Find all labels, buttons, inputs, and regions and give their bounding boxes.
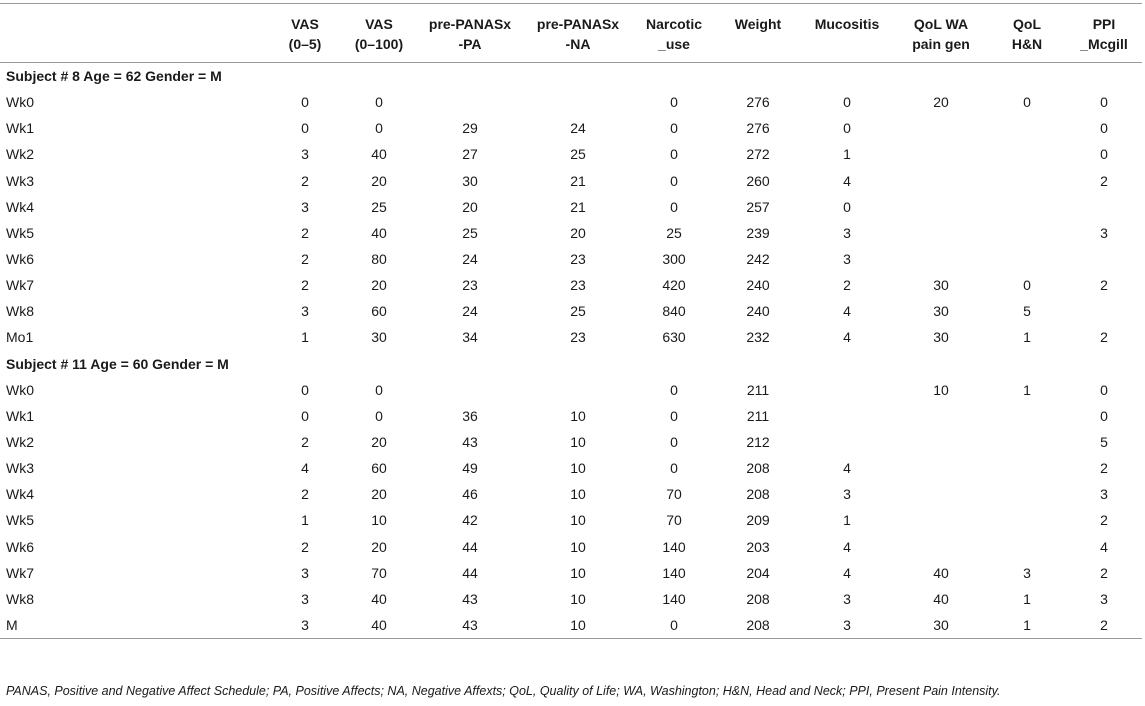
cell-ppi-mcgill: 0	[1100, 94, 1108, 111]
subject-group-header	[0, 351, 1142, 377]
cell-pre-panas-na: 23	[570, 277, 586, 294]
cell-ppi-mcgill: 3	[1100, 486, 1108, 503]
cell-narcotic-use: 0	[670, 172, 678, 189]
cell-qol-hn	[988, 246, 1066, 272]
cell-vas-0-5: 1	[301, 329, 309, 346]
cell-mucositis: 4	[843, 564, 851, 581]
cell-ppi-mcgill: 0	[1100, 407, 1108, 424]
column-header-row-label	[0, 4, 268, 63]
row-label-cell: Wk3	[6, 460, 34, 477]
cell-qol-hn	[988, 115, 1066, 141]
cell-ppi-mcgill: 2	[1100, 329, 1108, 346]
cell-pre-panas-pa: 46	[462, 486, 478, 503]
cell-pre-panas-na	[524, 377, 632, 403]
cell-mucositis: 0	[843, 120, 851, 137]
row-label-cell: Wk5	[6, 224, 34, 241]
cell-pre-panas-na: 10	[570, 538, 586, 555]
cell-pre-panas-pa: 43	[462, 590, 478, 607]
cell-qol-hn	[988, 481, 1066, 507]
cell-narcotic-use: 140	[662, 538, 686, 555]
cell-vas-0-5: 3	[301, 303, 309, 320]
cell-narcotic-use: 300	[662, 251, 686, 268]
cell-narcotic-use: 0	[632, 612, 716, 639]
column-header-line2: (0–5)	[288, 36, 322, 52]
cell-narcotic-use: 0	[670, 94, 678, 111]
cell-weight: 208	[746, 590, 770, 607]
cell-vas-0-5: 0	[301, 120, 309, 137]
cell-vas-0-100: 40	[371, 590, 387, 607]
table-row	[0, 168, 1142, 194]
cell-narcotic-use: 25	[666, 224, 682, 241]
cell-weight: 208	[746, 486, 770, 503]
cell-weight: 272	[746, 146, 770, 163]
cell-pre-panas-na: 10	[570, 407, 586, 424]
cell-vas-0-100: 20	[371, 172, 387, 189]
cell-vas-0-5: 2	[301, 251, 309, 268]
cell-pre-panas-pa: 36	[462, 407, 478, 424]
cell-vas-0-100: 40	[371, 224, 387, 241]
cell-vas-0-100: 20	[371, 538, 387, 555]
cell-weight: 208	[716, 612, 800, 639]
cell-vas-0-100: 20	[371, 434, 387, 451]
column-header-line2: pain gen	[912, 36, 970, 52]
cell-pre-panas-pa: 24	[462, 303, 478, 320]
cell-pre-panas-pa	[416, 89, 524, 115]
cell-qol-wa-pain-gen	[894, 403, 988, 429]
cell-pre-panas-na: 10	[570, 460, 586, 477]
cell-vas-0-100: 60	[371, 460, 387, 477]
cell-mucositis: 1	[843, 146, 851, 163]
table-row	[0, 586, 1142, 612]
column-header-narcotic-use	[632, 4, 716, 63]
cell-vas-0-5: 2	[301, 172, 309, 189]
cell-narcotic-use: 70	[666, 512, 682, 529]
column-header-qol-wa-pain-gen	[894, 4, 988, 63]
cell-pre-panas-na: 24	[570, 120, 586, 137]
cell-pre-panas-pa: 44	[462, 538, 478, 555]
table-row	[0, 534, 1142, 560]
cell-narcotic-use: 630	[662, 329, 686, 346]
row-label-cell: Wk2	[6, 434, 34, 451]
cell-weight: 239	[746, 224, 770, 241]
column-header-line1: Narcotic	[645, 16, 703, 32]
cell-vas-0-100: 60	[371, 303, 387, 320]
cell-pre-panas-pa: 49	[462, 460, 478, 477]
cell-pre-panas-pa: 43	[462, 434, 478, 451]
cell-pre-panas-na: 21	[570, 198, 586, 215]
column-header-line1: VAS	[291, 16, 319, 32]
cell-weight: 209	[746, 512, 770, 529]
cell-qol-wa-pain-gen: 30	[894, 612, 988, 639]
row-label-cell: Wk8	[6, 303, 34, 320]
cell-pre-panas-na: 10	[524, 612, 632, 639]
column-header-line1: VAS	[365, 16, 393, 32]
cell-qol-hn: 1	[1023, 381, 1031, 398]
table-row	[0, 246, 1142, 272]
row-label-cell: Wk1	[6, 120, 34, 137]
column-header-qol-hn	[988, 4, 1066, 63]
cell-weight: 212	[746, 434, 770, 451]
cell-vas-0-5: 3	[301, 590, 309, 607]
column-header-mucositis	[800, 4, 894, 63]
column-header-line1: QoL	[1013, 16, 1041, 32]
cell-qol-hn	[988, 429, 1066, 455]
cell-pre-panas-na: 23	[570, 329, 586, 346]
cell-weight: 211	[746, 381, 770, 398]
cell-ppi-mcgill: 2	[1100, 460, 1108, 477]
cell-mucositis: 4	[843, 329, 851, 346]
cell-narcotic-use: 0	[670, 407, 678, 424]
cell-ppi-mcgill: 3	[1100, 590, 1108, 607]
cell-qol-wa-pain-gen: 20	[933, 94, 949, 111]
table-row	[0, 324, 1142, 350]
table-row	[0, 141, 1142, 167]
cell-qol-hn	[988, 220, 1066, 246]
column-header-line1: pre-PANASx	[428, 16, 512, 32]
column-header-pre-panas-pa	[416, 4, 524, 63]
cell-vas-0-5: 2	[301, 434, 309, 451]
cell-weight: 276	[746, 94, 770, 111]
cell-narcotic-use: 0	[670, 198, 678, 215]
cell-narcotic-use: 0	[670, 146, 678, 163]
cell-pre-panas-na: 25	[570, 146, 586, 163]
column-header-line2: _Mcgill	[1080, 36, 1128, 52]
cell-weight: 276	[746, 120, 770, 137]
cell-qol-hn	[988, 534, 1066, 560]
cell-pre-panas-na: 20	[570, 224, 586, 241]
cell-pre-panas-pa: 34	[462, 329, 478, 346]
cell-qol-wa-pain-gen: 40	[933, 590, 949, 607]
cell-qol-wa-pain-gen: 30	[933, 303, 949, 320]
cell-vas-0-5: 2	[301, 224, 309, 241]
cell-pre-panas-na: 25	[570, 303, 586, 320]
cell-pre-panas-na: 10	[570, 486, 586, 503]
cell-ppi-mcgill: 2	[1100, 277, 1108, 294]
row-label-cell: M	[0, 612, 268, 639]
cell-weight: 240	[746, 277, 770, 294]
cell-pre-panas-na: 10	[570, 434, 586, 451]
cell-qol-wa-pain-gen	[894, 194, 988, 220]
row-label-cell: Wk5	[6, 512, 34, 529]
cell-ppi-mcgill	[1066, 246, 1142, 272]
cell-qol-hn	[988, 403, 1066, 429]
cell-qol-wa-pain-gen	[894, 220, 988, 246]
cell-mucositis: 1	[843, 512, 851, 529]
row-label-cell: Wk4	[6, 198, 34, 215]
subject-title: Subject # 8 Age = 62 Gender = M	[6, 68, 222, 85]
cell-weight: 242	[746, 251, 770, 268]
table-row	[0, 272, 1142, 298]
column-header-line2: -NA	[565, 36, 591, 52]
table-row	[0, 429, 1142, 455]
cell-qol-wa-pain-gen: 40	[933, 564, 949, 581]
cell-qol-wa-pain-gen: 30	[933, 277, 949, 294]
cell-vas-0-5: 4	[301, 460, 309, 477]
cell-vas-0-5: 3	[301, 564, 309, 581]
cell-pre-panas-na: 10	[570, 590, 586, 607]
cell-vas-0-100: 30	[371, 329, 387, 346]
cell-ppi-mcgill: 3	[1100, 224, 1108, 241]
row-label-cell: Wk7	[6, 564, 34, 581]
table-row	[0, 89, 1142, 115]
subject-group-header	[0, 63, 1142, 90]
cell-mucositis: 4	[843, 303, 851, 320]
cell-ppi-mcgill: 5	[1100, 434, 1108, 451]
cell-mucositis: 0	[843, 198, 851, 215]
cell-mucositis: 4	[843, 538, 851, 555]
cell-pre-panas-na: 21	[570, 172, 586, 189]
cell-ppi-mcgill: 0	[1100, 120, 1108, 137]
cell-pre-panas-pa: 43	[416, 612, 524, 639]
cell-ppi-mcgill	[1066, 194, 1142, 220]
cell-vas-0-5: 0	[301, 94, 309, 111]
cell-qol-hn	[988, 455, 1066, 481]
cell-ppi-mcgill: 2	[1100, 172, 1108, 189]
cell-weight: 203	[746, 538, 770, 555]
table-row	[0, 403, 1142, 429]
cell-ppi-mcgill: 2	[1100, 564, 1108, 581]
cell-vas-0-5: 3	[268, 612, 342, 639]
table-row	[0, 612, 1142, 639]
column-header-line1: Weight	[734, 16, 782, 32]
table-body	[0, 63, 1142, 639]
column-header-line1: Mucositis	[814, 16, 880, 32]
cell-qol-hn: 5	[1023, 303, 1031, 320]
cell-narcotic-use: 140	[662, 590, 686, 607]
column-header-line1: pre-PANASx	[536, 16, 620, 32]
cell-qol-wa-pain-gen	[894, 429, 988, 455]
table-row	[0, 560, 1142, 586]
cell-narcotic-use: 420	[662, 277, 686, 294]
table-row	[0, 455, 1142, 481]
cell-vas-0-100: 25	[371, 198, 387, 215]
cell-qol-wa-pain-gen	[894, 115, 988, 141]
data-table	[0, 3, 1142, 639]
cell-narcotic-use: 70	[666, 486, 682, 503]
table-row	[0, 377, 1142, 403]
cell-qol-hn	[988, 141, 1066, 167]
table-row	[0, 298, 1142, 324]
cell-qol-wa-pain-gen	[894, 455, 988, 481]
cell-narcotic-use: 0	[670, 460, 678, 477]
cell-qol-hn: 1	[1023, 590, 1031, 607]
row-label-cell: Wk6	[6, 251, 34, 268]
cell-qol-wa-pain-gen	[894, 141, 988, 167]
column-header-weight	[716, 4, 800, 63]
header-row	[0, 4, 1142, 63]
cell-weight: 240	[746, 303, 770, 320]
column-header-line2: H&N	[1011, 36, 1043, 52]
column-header-line2: _use	[658, 36, 690, 52]
cell-pre-panas-pa: 30	[462, 172, 478, 189]
column-header-pre-panas-na	[524, 4, 632, 63]
row-label-cell: Wk8	[6, 590, 34, 607]
column-header-vas-0-5	[268, 4, 342, 63]
table-row	[0, 507, 1142, 533]
cell-qol-wa-pain-gen	[894, 168, 988, 194]
cell-mucositis: 3	[800, 612, 894, 639]
cell-qol-hn: 1	[1023, 329, 1031, 346]
cell-vas-0-100: 0	[375, 94, 383, 111]
cell-vas-0-5: 2	[301, 277, 309, 294]
cell-qol-wa-pain-gen	[894, 534, 988, 560]
cell-narcotic-use: 840	[662, 303, 686, 320]
cell-pre-panas-pa: 42	[462, 512, 478, 529]
row-label-cell: Mo1	[6, 329, 34, 346]
cell-ppi-mcgill	[1066, 298, 1142, 324]
cell-mucositis: 2	[843, 277, 851, 294]
cell-mucositis	[800, 403, 894, 429]
cell-qol-hn: 1	[988, 612, 1066, 639]
cell-qol-hn: 0	[1023, 277, 1031, 294]
row-label-cell: Wk0	[6, 381, 34, 398]
cell-weight: 208	[746, 460, 770, 477]
column-header-line1: PPI	[1092, 16, 1116, 32]
cell-pre-panas-pa	[416, 377, 524, 403]
cell-ppi-mcgill: 0	[1100, 381, 1108, 398]
cell-weight: 257	[746, 198, 770, 215]
cell-vas-0-100: 0	[375, 120, 383, 137]
table-row	[0, 481, 1142, 507]
table-footnote: PANAS, Positive and Negative Affect Schedule; PA, Positive Affects; NA, Negative Affexts; QoL, Quality of Life; WA, Washington; H&N, Head and Neck; PPI, Present Pain Intensity.	[6, 684, 1001, 698]
cell-pre-panas-pa: 24	[462, 251, 478, 268]
cell-mucositis	[800, 377, 894, 403]
cell-ppi-mcgill: 4	[1100, 538, 1108, 555]
cell-qol-hn	[988, 194, 1066, 220]
cell-mucositis: 3	[843, 590, 851, 607]
cell-narcotic-use: 0	[670, 120, 678, 137]
cell-qol-wa-pain-gen	[894, 507, 988, 533]
cell-vas-0-100: 20	[371, 486, 387, 503]
cell-vas-0-100: 0	[375, 407, 383, 424]
cell-vas-0-100: 40	[342, 612, 416, 639]
cell-qol-wa-pain-gen: 30	[933, 329, 949, 346]
row-label-cell: Wk0	[6, 94, 34, 111]
cell-vas-0-5: 3	[301, 146, 309, 163]
row-label-cell: Wk6	[6, 538, 34, 555]
cell-pre-panas-pa: 20	[462, 198, 478, 215]
cell-vas-0-5: 3	[301, 198, 309, 215]
cell-narcotic-use: 0	[670, 434, 678, 451]
column-header-line2: -PA	[458, 36, 482, 52]
cell-pre-panas-pa: 23	[462, 277, 478, 294]
column-header-line2: (0–100)	[354, 36, 404, 52]
cell-mucositis	[800, 429, 894, 455]
cell-qol-hn: 0	[1023, 94, 1031, 111]
table-row	[0, 220, 1142, 246]
row-label-cell: Wk7	[6, 277, 34, 294]
cell-qol-wa-pain-gen	[894, 481, 988, 507]
cell-narcotic-use: 0	[670, 381, 678, 398]
cell-pre-panas-pa: 44	[462, 564, 478, 581]
row-label-cell: Wk4	[6, 486, 34, 503]
cell-pre-panas-na: 23	[570, 251, 586, 268]
table-row	[0, 194, 1142, 220]
cell-pre-panas-pa: 29	[462, 120, 478, 137]
table-row	[0, 115, 1142, 141]
row-label-cell: Wk3	[6, 172, 34, 189]
column-header-vas-0-100	[342, 4, 416, 63]
cell-vas-0-5: 2	[301, 538, 309, 555]
cell-mucositis: 3	[843, 251, 851, 268]
cell-weight: 204	[746, 564, 770, 581]
cell-pre-panas-na: 10	[570, 564, 586, 581]
row-label-cell: Wk1	[6, 407, 34, 424]
cell-qol-hn	[988, 168, 1066, 194]
subject-title: Subject # 11 Age = 60 Gender = M	[6, 355, 229, 372]
cell-vas-0-100: 0	[375, 381, 383, 398]
cell-narcotic-use: 140	[662, 564, 686, 581]
column-header-ppi-mcgill	[1066, 4, 1142, 63]
cell-mucositis: 4	[843, 172, 851, 189]
cell-mucositis: 4	[843, 460, 851, 477]
cell-vas-0-100: 10	[371, 512, 387, 529]
cell-qol-wa-pain-gen	[894, 246, 988, 272]
cell-vas-0-100: 80	[371, 251, 387, 268]
cell-vas-0-5: 2	[301, 486, 309, 503]
cell-vas-0-5: 0	[301, 381, 309, 398]
cell-weight: 260	[746, 172, 770, 189]
cell-vas-0-5: 0	[301, 407, 309, 424]
cell-weight: 211	[746, 407, 770, 424]
cell-vas-0-100: 40	[371, 146, 387, 163]
cell-pre-panas-na	[524, 89, 632, 115]
column-header-line1: QoL WA	[913, 16, 969, 32]
cell-qol-hn: 3	[1023, 564, 1031, 581]
cell-vas-0-100: 20	[371, 277, 387, 294]
row-label-cell: Wk2	[6, 146, 34, 163]
cell-pre-panas-pa: 27	[462, 146, 478, 163]
cell-pre-panas-pa: 25	[462, 224, 478, 241]
cell-mucositis: 0	[843, 94, 851, 111]
cell-ppi-mcgill: 2	[1100, 512, 1108, 529]
cell-mucositis: 3	[843, 486, 851, 503]
cell-ppi-mcgill: 0	[1100, 146, 1108, 163]
cell-qol-hn	[988, 507, 1066, 533]
cell-mucositis: 3	[843, 224, 851, 241]
cell-weight: 232	[746, 329, 770, 346]
cell-pre-panas-na: 10	[570, 512, 586, 529]
cell-vas-0-100: 70	[371, 564, 387, 581]
cell-ppi-mcgill: 2	[1066, 612, 1142, 639]
cell-qol-wa-pain-gen: 10	[933, 381, 949, 398]
cell-vas-0-5: 1	[301, 512, 309, 529]
